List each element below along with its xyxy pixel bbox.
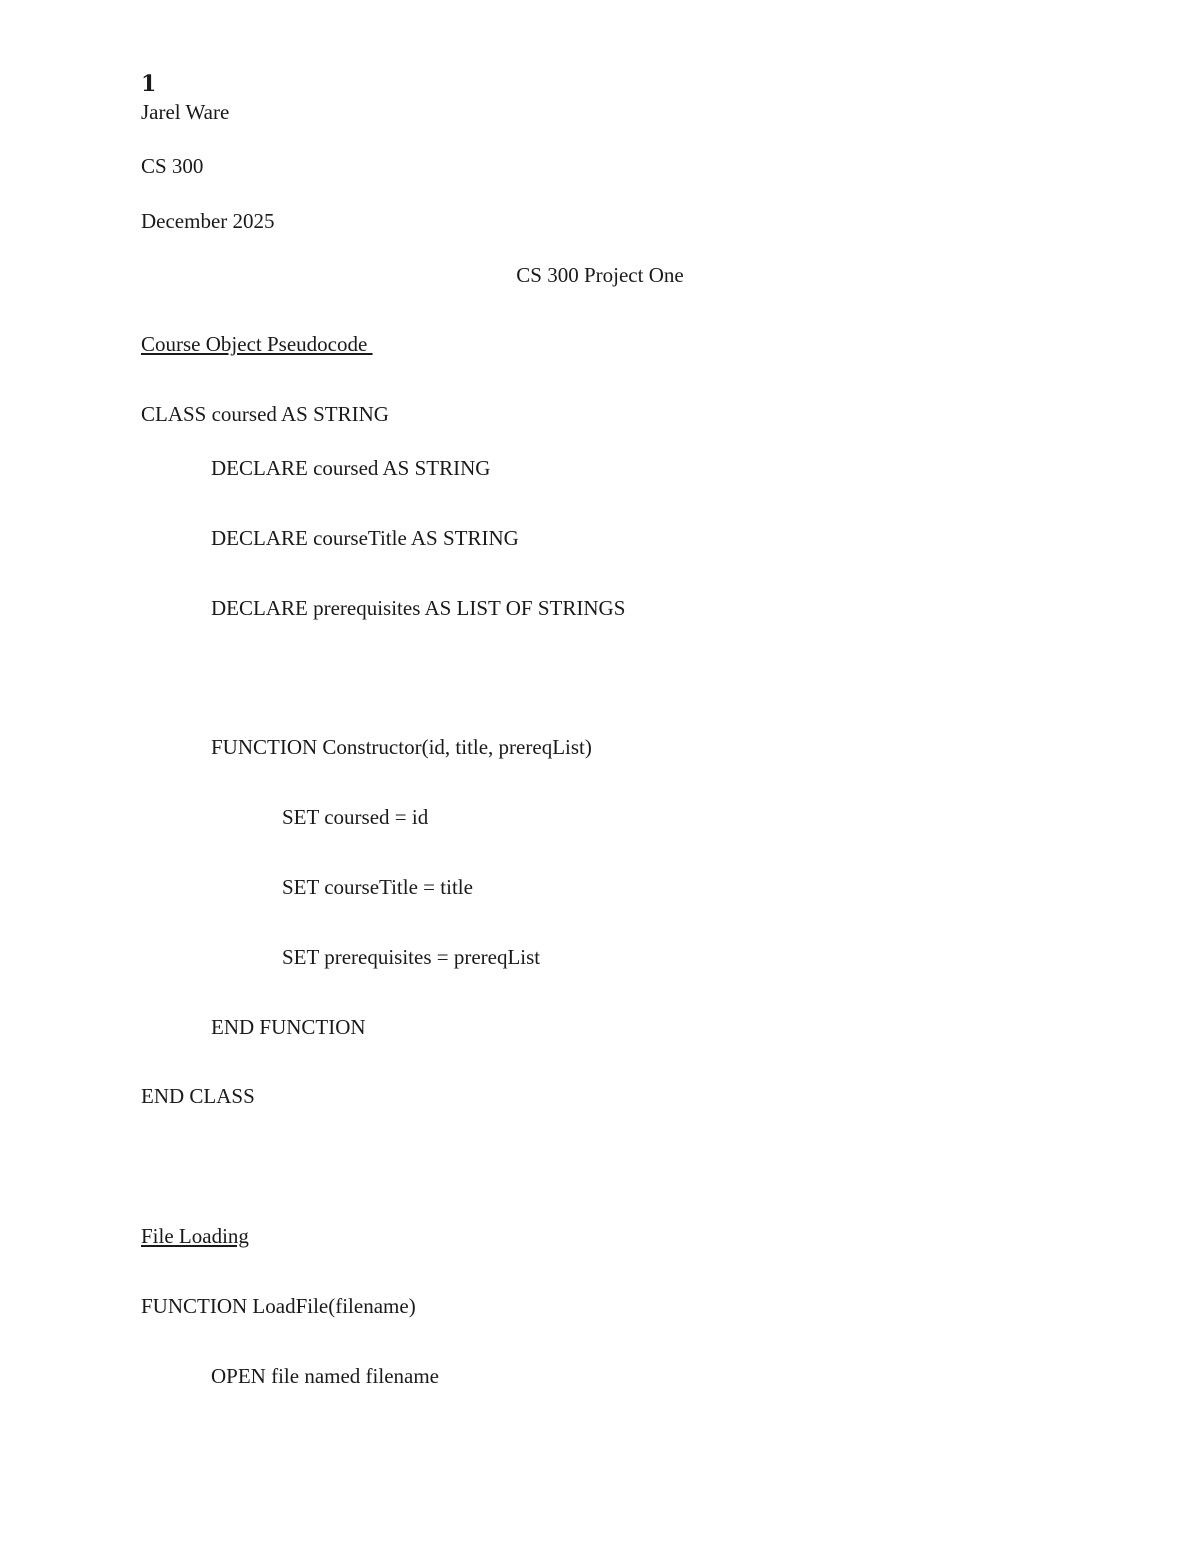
section-heading-course-object: Course Object Pseudocode: [141, 332, 373, 356]
author-name: Jarel Ware: [141, 100, 230, 124]
code-line: SET coursed = id: [282, 805, 429, 829]
code-line: END FUNCTION: [211, 1015, 366, 1039]
code-line: DECLARE prerequisites AS LIST OF STRINGS: [211, 596, 626, 620]
course-code: CS 300: [141, 154, 204, 178]
code-line: SET prerequisites = prereqList: [282, 945, 541, 969]
code-line: FUNCTION LoadFile(filename): [141, 1294, 416, 1318]
document-date: December 2025: [141, 209, 275, 233]
page-number: 1: [141, 71, 157, 97]
document-title: CS 300 Project One: [516, 263, 684, 287]
code-line: OPEN file named filename: [211, 1364, 440, 1388]
code-line: DECLARE courseTitle AS STRING: [211, 526, 519, 550]
code-line: END CLASS: [141, 1084, 255, 1108]
code-line: SET courseTitle = title: [282, 875, 473, 899]
code-line: CLASS coursed AS STRING: [141, 402, 389, 426]
section-heading-file-loading: File Loading: [141, 1224, 249, 1248]
code-line: DECLARE coursed AS STRING: [211, 456, 491, 480]
code-line: FUNCTION Constructor(id, title, prereqList): [211, 735, 592, 759]
